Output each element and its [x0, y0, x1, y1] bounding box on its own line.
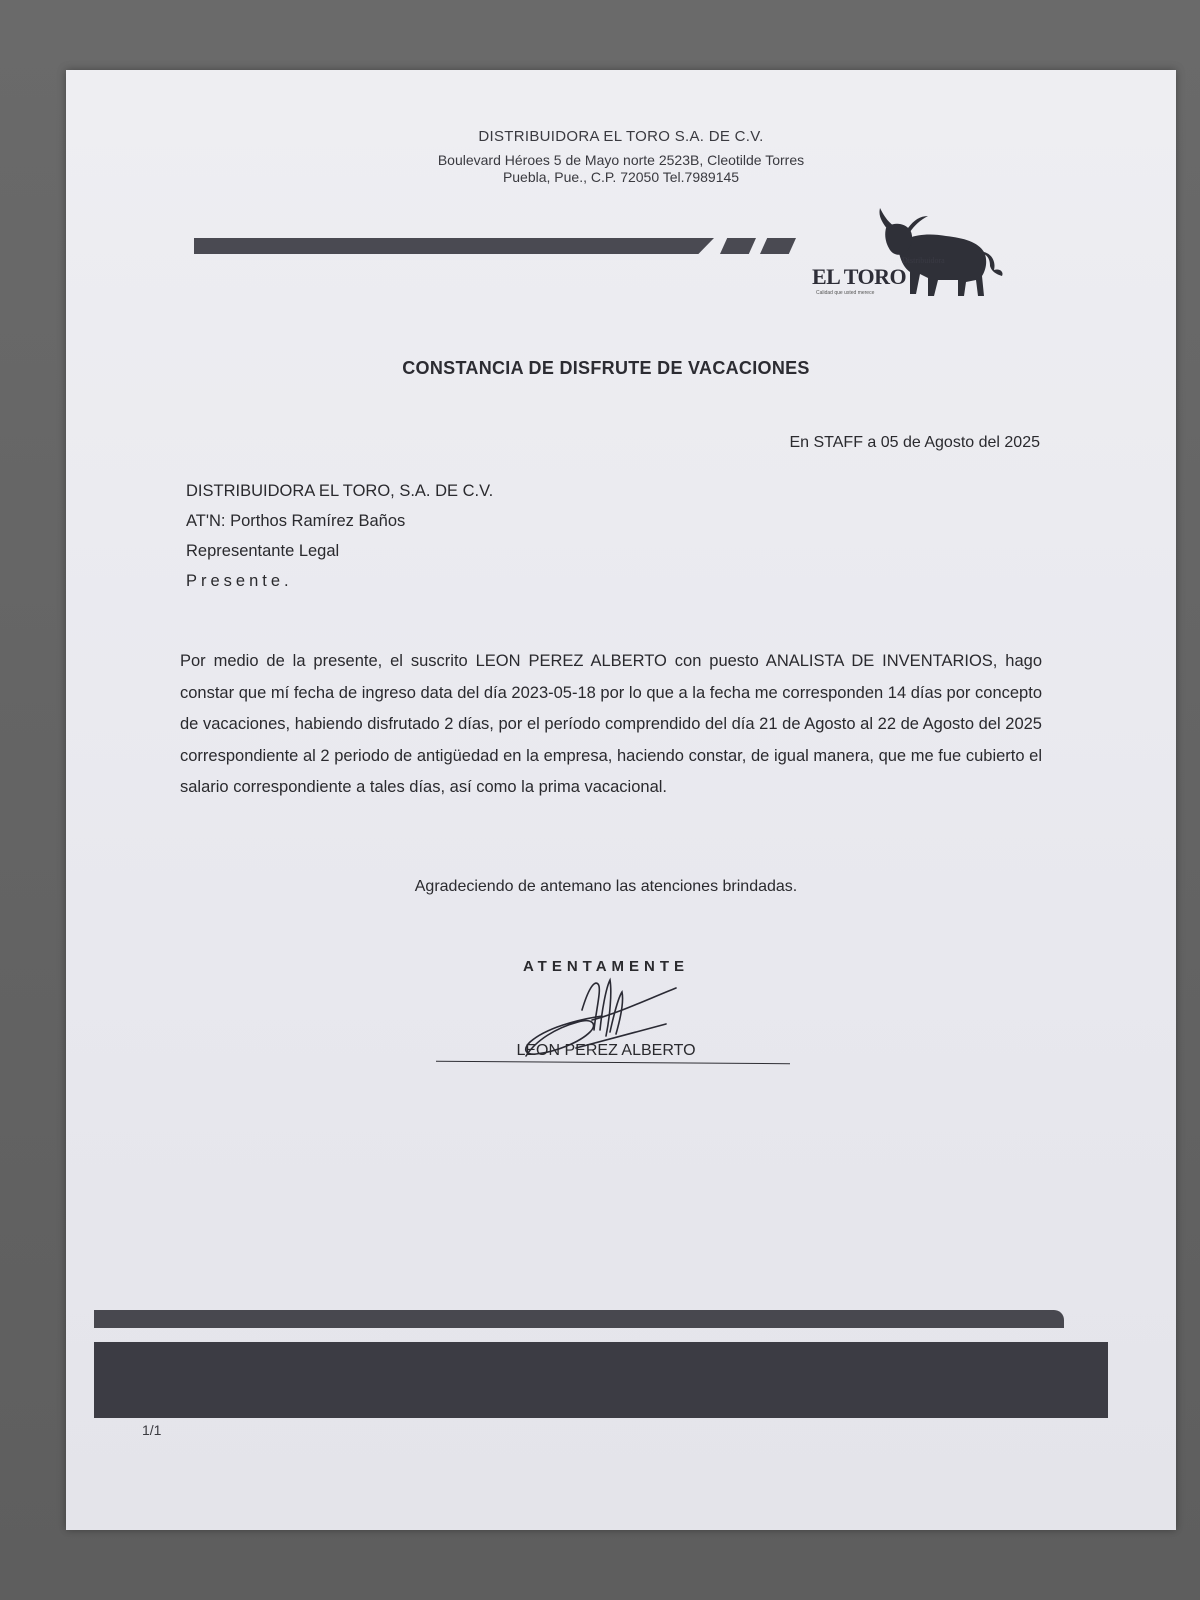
body-paragraph: Por medio de la presente, el suscrito LEON PEREZ ALBERTO con puesto ANALISTA DE INVENTARIOS, hago constar que mí fecha de ingreso data del día 2023-05-18 por lo que a la fecha me corresponden 14 días por concepto de vacaciones, habiendo disfrutado 2 días, por el período comprendido del día 21 de Agosto al 22 de Agosto del 2025 correspondiente al 2 periodo de antigüedad en la empresa, haciendo constar, de igual manera, que me fue cubierto el salario correspondiente a tales días, así como la prima vacacional.: [180, 652, 1042, 796]
company-logo: [806, 200, 1006, 300]
addressee-company: DISTRIBUIDORA EL TORO, S.A. DE C.V.: [186, 482, 494, 500]
header-slash: [760, 238, 796, 254]
letterhead-address-line1: Boulevard Héroes 5 de Mayo norte 2523B, Cleotilde Torres: [437, 152, 805, 168]
addressee-presente: Presente.: [186, 572, 293, 590]
document-title: CONSTANCIA DE DISFRUTE DE VACACIONES: [402, 358, 810, 378]
header-slash: [720, 238, 756, 254]
footer-band: [94, 1342, 1108, 1418]
addressee-attention: AT'N: Porthos Ramírez Baños: [186, 512, 406, 530]
logo-small-text: Distribuidora: [902, 256, 945, 265]
logo-name: EL TORO: [812, 264, 907, 289]
footer-stripe: [94, 1310, 1064, 1328]
logo-tagline: Calidad que usted merece: [816, 290, 875, 296]
letterhead-company: DISTRIBUIDORA EL TORO S.A. DE C.V.: [478, 128, 764, 145]
letterhead-address-line2: Puebla, Pue., C.P. 72050 Tel.7989145: [502, 169, 740, 185]
document-page: [66, 70, 1176, 1530]
page-number: 1/1: [142, 1422, 162, 1438]
addressee-role: Representante Legal: [186, 542, 340, 560]
header-stripe: [194, 238, 714, 254]
signer-name: LEON PEREZ ALBERTO: [516, 1042, 696, 1059]
date-line: En STAFF a 05 de Agosto del 2025: [789, 434, 1040, 451]
salutation: ATENTAMENTE: [522, 958, 690, 975]
closing-line: Agradeciendo de antemano las atenciones brindadas.: [414, 878, 798, 895]
